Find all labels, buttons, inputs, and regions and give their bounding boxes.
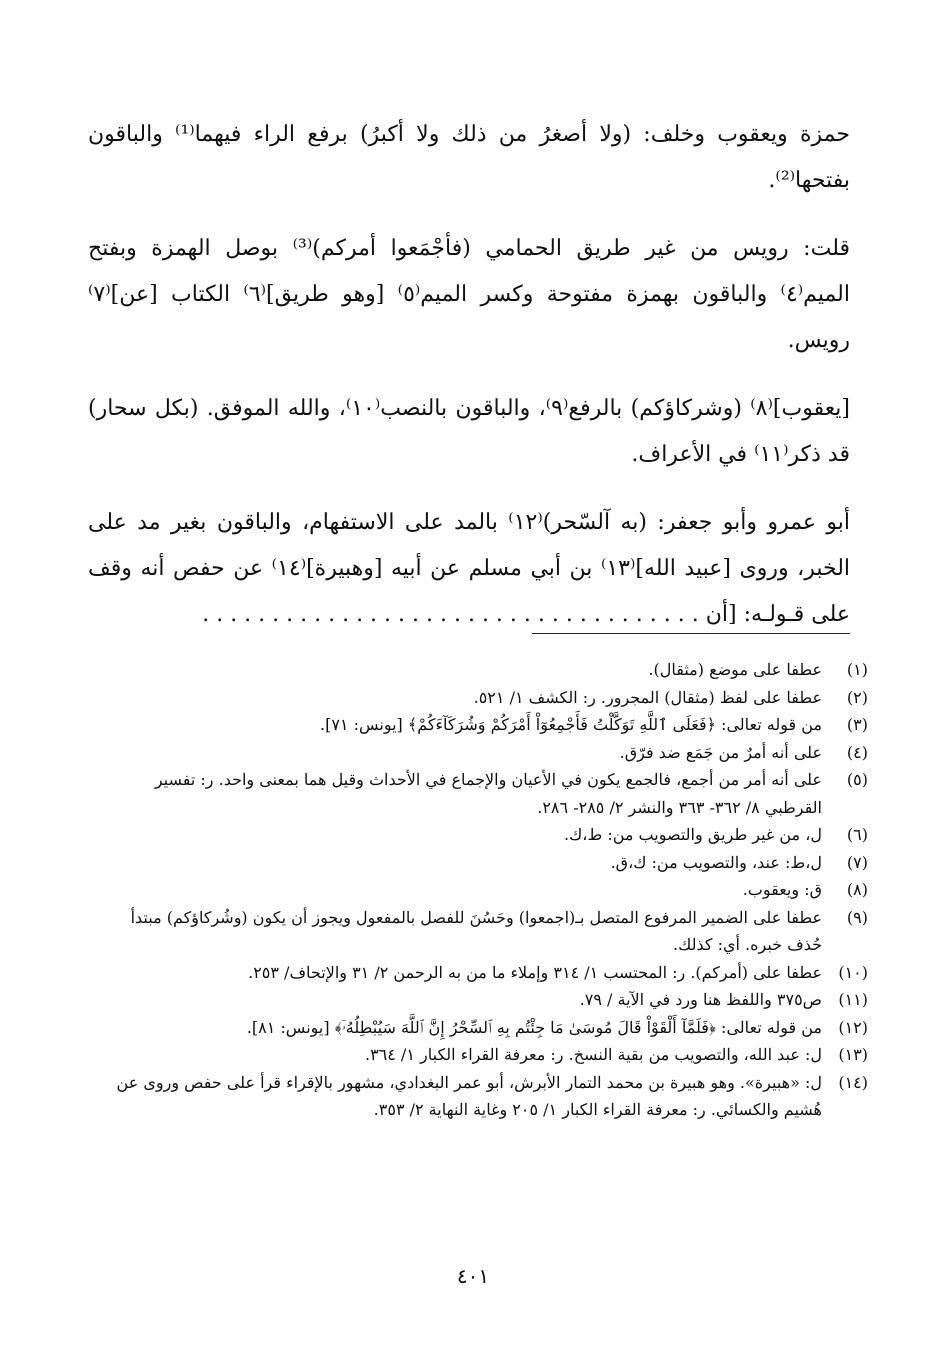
footnote-text: عطفا على (أمركم). ر: المحتسب ١/ ٣١٤ وإملاء ما من به الرحمن ٢/ ٣١ والإتحاف/ ٢٥٣. xyxy=(248,962,822,982)
footnote xyxy=(96,656,868,684)
footnote xyxy=(96,1014,868,1042)
footnote xyxy=(96,959,868,987)
footnote-number: (١٣) xyxy=(838,1045,868,1064)
footnote-text: عطفا على موضع (مثقال). xyxy=(648,660,822,679)
footnote-text: على أنه أمر من أجمع، فالجمع يكون في الأعيان والإجماع في الأحداث وقيل هما بمعنى واحد. ر: تفسير القرطبي ٨/ ٣٦٢- ٣٦٣ والنشر ٢/ ٢٨٥- ٢٨٦. xyxy=(154,770,822,817)
footnote-text: ل: «هبيرة». وهو هبيرة بن محمد التمار الأبرش، أبو عمر البغدادي، مشهور بالإقراء قرأ على حفص وروى عن هُشيم والكسائي. ر: معرفة القراء الكبار ١/ ٢٠٥ وغاية النهاية ٢/ ٣٥٣. xyxy=(116,1072,822,1119)
footnote xyxy=(96,684,868,712)
footnote-text: ل،ط: عند، والتصويب من: ك،ق. xyxy=(610,852,822,872)
footnote xyxy=(96,739,868,767)
footnote-number: (٤) xyxy=(846,742,868,762)
footnote-text: عطفا على الضمير المرفوع المتصل بـ(اجمعوا) وحَسُنَ للفصل بالمفعول ويجوز أن يكون (وشُركاؤكم) مبتدأ حُذف خبره. أي: كذلك. xyxy=(130,907,822,954)
paragraph-ruways: قلت: رويس من غير طريق الحمامي (فأجْمَعوا أمركم)⁽³⁾ بوصل الهمزة وبفتح الميم⁽٤⁾ والباقون بهمزة مفتوحة وكسر الميم⁽٥⁾ [وهو طريق]⁽٦⁾ الكتاب [عن]⁽٧⁾ رويس. xyxy=(88,236,850,353)
main-text xyxy=(88,112,850,638)
footnote-text: ص٣٧٥ واللفظ هنا ورد في الآية / ٧٩. xyxy=(579,990,822,1009)
footnote-text: ل: عبد الله، والتصويب من بقية النسخ. ر: معرفة القراء الكبار ١/ ٣٦٤. xyxy=(364,1045,822,1064)
footnote-text: من قوله تعالى: ﴿فَلَمَّآ أَلْقَوْاْ قَالَ مُوسَىٰ مَا جِئْتُم بِهِ ٱلسِّحْرُ إِنَّ ٱللَّهَ سَيُبْطِلُهُۥٓ﴾ [يونس: ٨١]. xyxy=(246,1017,822,1037)
footnote xyxy=(96,986,868,1014)
footnote-number: (٩) xyxy=(846,907,868,927)
footnote-number: (٧) xyxy=(846,852,868,872)
footnote-text: عطفا على لفظ (مثقال) المجرور. ر: الكشف ١/ ٥٢١. xyxy=(473,687,822,707)
paragraph-hamza-yaqub: حمزة ويعقوب وخلف: (ولا أصغرُ من ذلك ولا أكبرُ) برفع الراء فيهما⁽¹⁾ والباقون بفتحها⁽²⁾. xyxy=(88,122,850,193)
footnote-text: ق: ويعقوب. xyxy=(742,880,822,899)
footnote xyxy=(96,821,868,849)
footnote-number: (١) xyxy=(846,660,868,679)
footnote xyxy=(96,849,868,877)
footnote-text: ل، من غير طريق والتصويب من: ط،ك. xyxy=(564,825,822,844)
footnote-number: (٦) xyxy=(846,825,868,844)
footnote xyxy=(96,766,868,821)
footnote-number: (١٤) xyxy=(838,1072,868,1092)
footnote xyxy=(96,711,868,739)
paragraph-abu-amr: أبو عمرو وأبو جعفر: (به آلسّحر)⁽١٢⁾ بالمد على الاستفهام، والباقون بغير مد على الخبر، وروى [عبيد الله]⁽١٣⁾ بن أبي مسلم عن أبيه [وهبيرة]⁽١٤⁾ عن حفص أنه وقف على قـولـه: [أن . . . . . . . . . . . . . . . . . . . . . . . . . . . . . . . . . . . . xyxy=(88,510,851,627)
footnotes xyxy=(96,656,868,1124)
footnote-number: (١٠) xyxy=(838,962,868,982)
footnote-number: (١٢) xyxy=(838,1017,868,1037)
footnote-text: على أنه أمرٌ من جَمَع ضد فرّق. xyxy=(619,742,822,762)
footnote xyxy=(96,904,868,959)
footnote-number: (٨) xyxy=(846,880,868,899)
footnote-separator xyxy=(532,633,850,634)
footnote xyxy=(96,1041,868,1069)
footnote xyxy=(96,1069,868,1124)
page-number: ٤٠١ xyxy=(456,1264,490,1288)
footnote-number: (٥) xyxy=(846,770,868,789)
footnote-number: (٢) xyxy=(846,687,868,707)
footnote-number: (١١) xyxy=(838,990,868,1009)
footnote-text: من قوله تعالى: ﴿فَعَلَى ٱللَّهِ تَوَكَّلْتُ فَأَجْمِعُوٓاْ أَمْرَكُمْ وَشُرَكَآءَكُمْ﴾ [يونس: ٧١]. xyxy=(319,715,822,734)
paragraph-shurakaukum: [يعقوب]⁽٨⁾ (وشركاؤكم) بالرفع⁽٩⁾، والباقون بالنصب⁽١٠⁾، والله الموفق. (بكل سحار) قد ذكر⁽١١⁾ في الأعراف. xyxy=(88,396,851,467)
footnote-number: (٣) xyxy=(846,715,868,734)
footnote xyxy=(96,876,868,904)
